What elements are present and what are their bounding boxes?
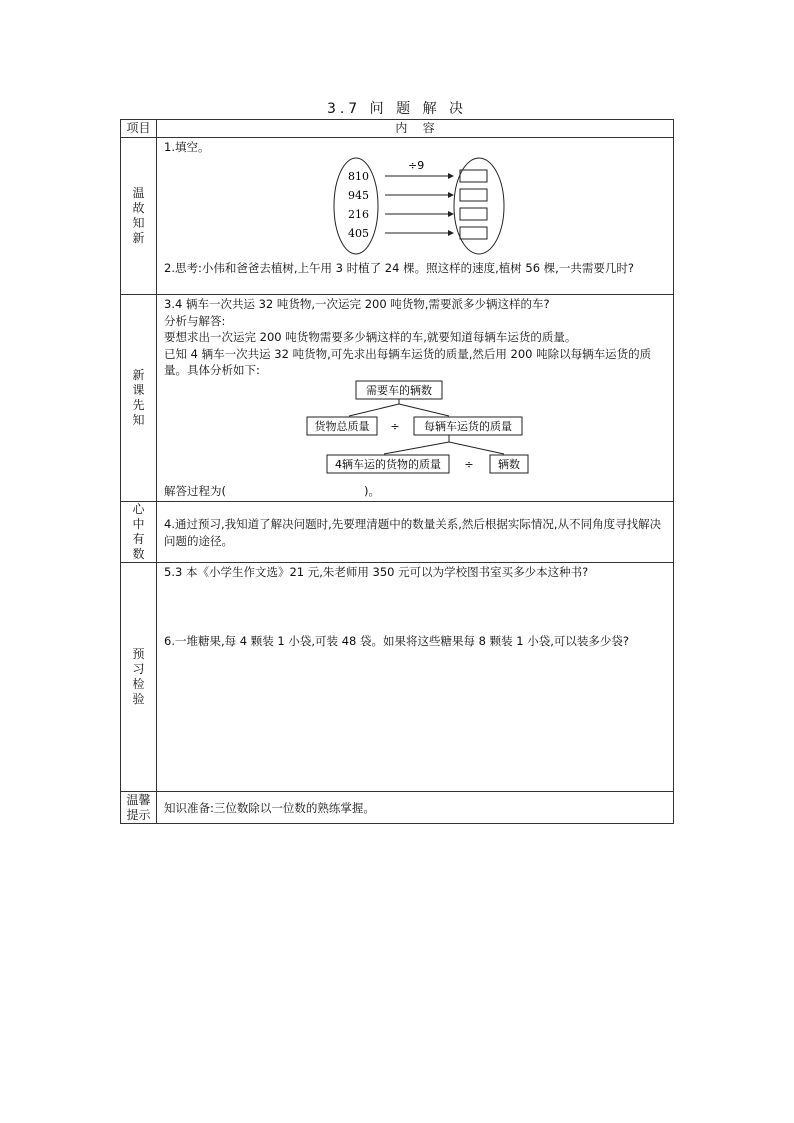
check-content <box>157 563 674 792</box>
mind-label: 心中有数 <box>132 502 145 561</box>
arrowhead-4 <box>448 230 454 236</box>
division-mapping-diagram <box>164 156 664 256</box>
check-label-cell <box>121 563 157 792</box>
tip-label: 温馨提示 <box>126 792 151 822</box>
answer-box-2[interactable] <box>460 189 487 201</box>
mind-label-cell <box>121 502 157 563</box>
answer-box-3[interactable] <box>460 208 487 220</box>
header-row <box>121 120 674 138</box>
new-lesson-row <box>121 295 674 502</box>
arrowhead-3 <box>448 211 454 217</box>
answer-box-4[interactable] <box>460 227 487 239</box>
analysis-line-2: 已知 4 辆车一次共运 32 吨货物,可先求出每辆车运货的质量,然后用 200 吨除以每辆车运货的质量。具体分析如下: <box>164 346 652 377</box>
answer-line <box>164 483 666 500</box>
question-5: 5.3 本《小学生作文选》21 元,朱老师用 350 元可以为学校图书室买多少本这种书? <box>164 565 589 579</box>
quotient-ellipse <box>454 158 504 254</box>
answer-box-1[interactable] <box>460 170 487 182</box>
header-project: 项目 <box>121 120 157 138</box>
review-row <box>121 138 674 295</box>
answer-suffix: )。 <box>364 483 380 498</box>
number-row <box>348 208 487 221</box>
arrowhead-2 <box>448 192 454 198</box>
worksheet-table <box>120 119 674 824</box>
new-lesson-label-cell <box>121 295 157 502</box>
number-3: 216 <box>348 207 369 221</box>
tree-right: 每辆车运货的质量 <box>424 419 512 433</box>
tip-label-cell <box>121 792 157 824</box>
review-content <box>157 138 674 295</box>
tip-row <box>121 792 674 824</box>
answer-prefix: 解答过程为( <box>164 483 226 498</box>
question-3: 3.4 辆车一次共运 32 吨货物,一次运完 200 吨货物,需要派多少辆这样的车? <box>164 297 550 311</box>
arrowhead-1 <box>448 173 454 179</box>
number-2: 945 <box>348 188 369 202</box>
mind-row <box>121 502 674 563</box>
tree-op-2: ÷ <box>464 457 474 471</box>
page-title: 3.7 问 题 解 决 <box>326 101 468 117</box>
number-4: 405 <box>348 226 369 240</box>
review-label-cell <box>121 138 157 295</box>
question-2: 2.思考:小伟和爸爸去植树,上午用 3 时植了 24 棵。照这样的速度,植树 56 棵,一共需要几时? <box>164 260 634 275</box>
operator-label: ÷9 <box>408 158 425 172</box>
check-row <box>121 563 674 792</box>
tip-content <box>157 792 674 824</box>
analysis-tree-diagram <box>164 379 664 483</box>
number-row <box>348 227 487 240</box>
number-1: 810 <box>348 169 369 183</box>
tree-root: 需要车的辆数 <box>366 383 432 397</box>
mind-text: 4.通过预习,我知道了解决问题时,先要理清题中的数量关系,然后根据实际情况,从不同角度寻找解决问题的途径。 <box>164 517 662 548</box>
tree-left: 货物总质量 <box>314 419 370 433</box>
mind-content <box>157 502 674 563</box>
check-label: 预习检验 <box>132 647 145 706</box>
new-lesson-content <box>157 295 674 502</box>
question-5-answer-space[interactable] <box>164 581 666 633</box>
analysis-title: 分析与解答: <box>164 313 226 328</box>
question-6-answer-space[interactable] <box>164 649 666 749</box>
question-6: 6.一堆糖果,每 4 颗装 1 小袋,可装 48 袋。如果将这些糖果每 8 颗装 1 小袋,可以装多少袋? <box>164 633 629 648</box>
new-lesson-label: 新课先知 <box>132 368 145 427</box>
analysis-line-1: 要想求出一次运完 200 吨货物需要多少辆这样的车,就要知道每辆车运货的质量。 <box>164 330 577 344</box>
tree-sub-left: 4辆车运的货物的质量 <box>335 457 441 471</box>
question-1: 1.填空。 <box>164 140 210 154</box>
number-row <box>348 189 487 202</box>
header-content: 内 容 <box>157 120 674 138</box>
tree-op-1: ÷ <box>390 419 400 433</box>
tree-sub-right: 辆数 <box>498 457 520 471</box>
tip-text: 知识准备:三位数除以一位数的熟练掌握。 <box>164 800 375 815</box>
review-label: 温故知新 <box>132 186 145 245</box>
